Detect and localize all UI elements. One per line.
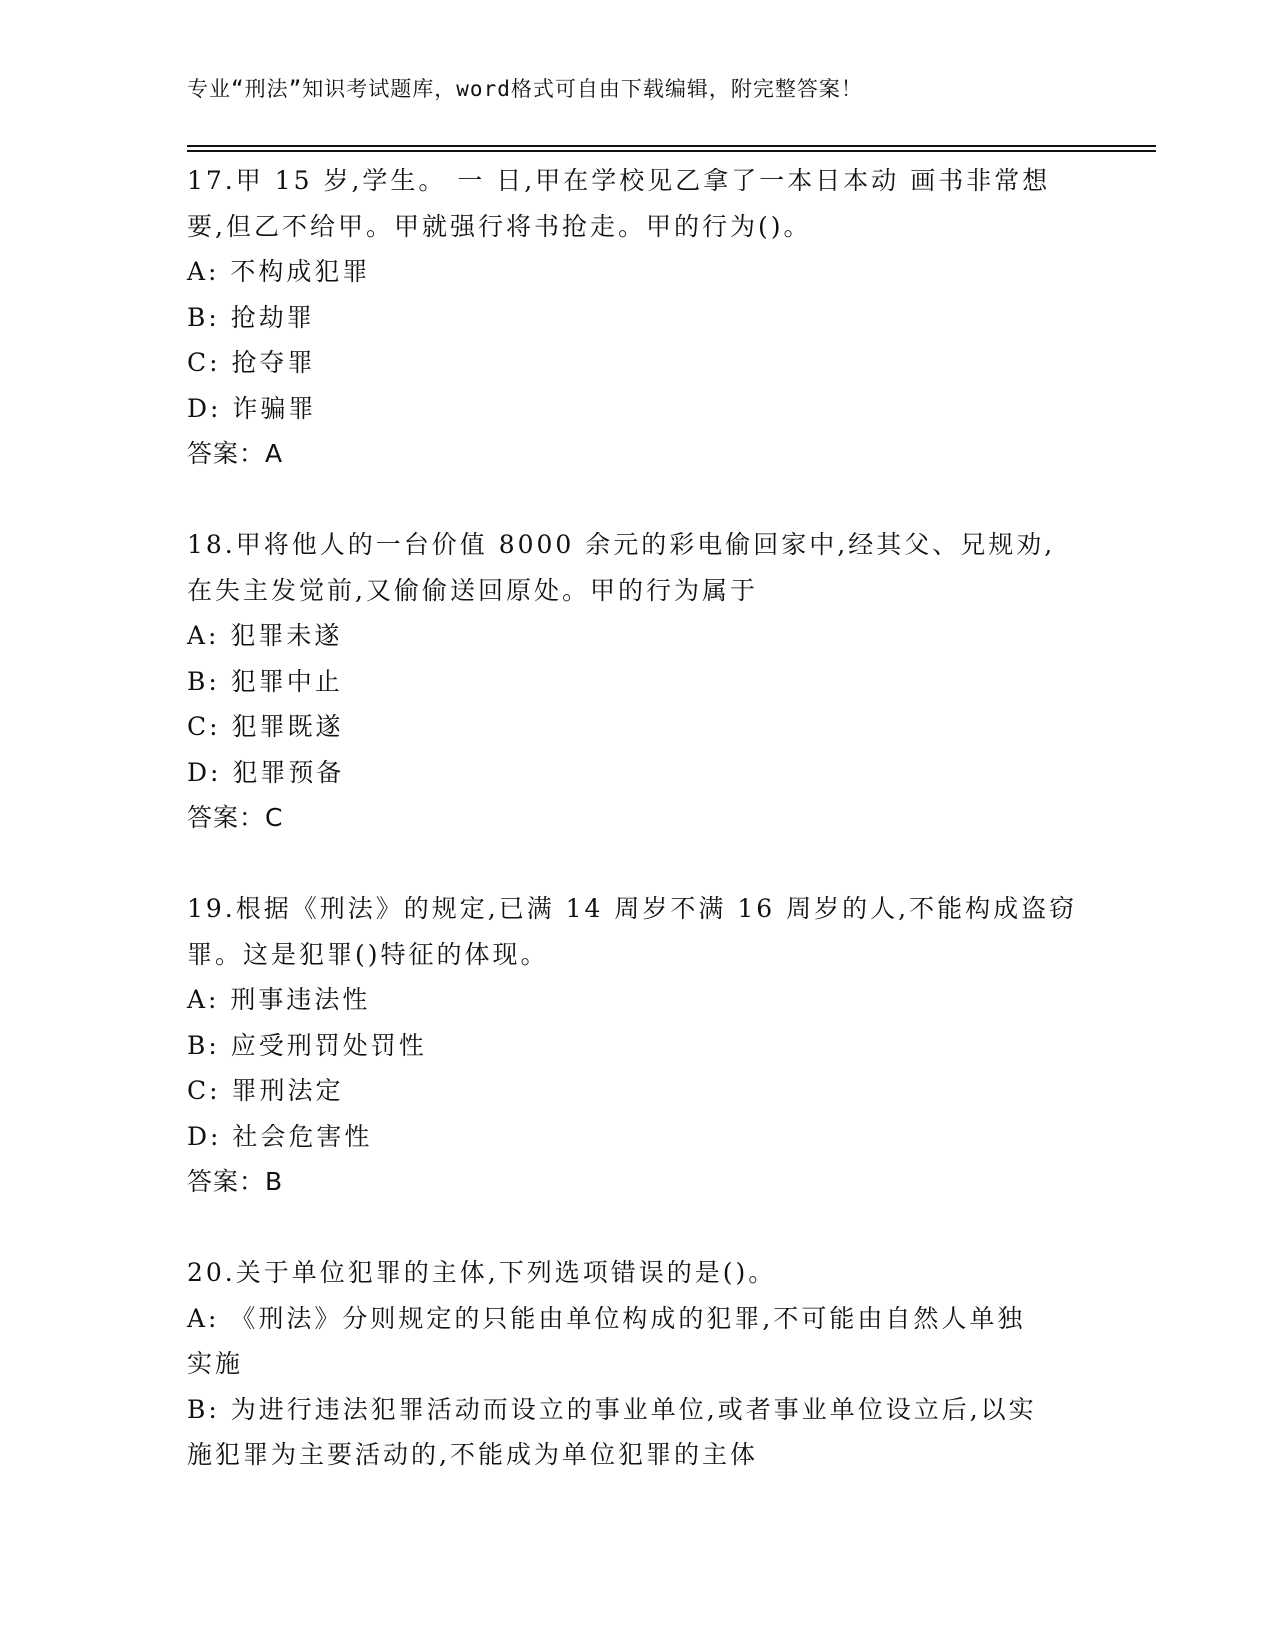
option-a: A: 不构成犯罪 <box>187 257 371 286</box>
option-a: A: 《刑法》分则规定的只能由单位构成的犯罪,不可能由自然人单独 <box>187 1303 1026 1333</box>
question-stem-line: 在失主发觉前,又偷偷送回原处。甲的行为属于 <box>187 575 758 605</box>
option-a: A: 刑事违法性 <box>187 985 371 1014</box>
question-18 <box>187 522 1077 841</box>
question-stem-line: 罪。这是犯罪()特征的体现。 <box>187 939 549 969</box>
answer-line: 答案：B <box>187 1167 284 1196</box>
option-b: B: 为进行违法犯罪活动而设立的事业单位,或者事业单位设立后,以实 <box>187 1394 1037 1424</box>
question-spacer <box>187 477 1077 523</box>
option-d: D: 犯罪预备 <box>187 757 345 787</box>
option-b: B: 应受刑罚处罚性 <box>187 1030 427 1060</box>
question-stem-line: 18.甲将他人的一台价值 8000 余元的彩电偷回家中,经其父、兄规劝, <box>187 530 1056 559</box>
option-a: A: 犯罪未遂 <box>187 621 343 650</box>
header-rule-top <box>187 145 1156 147</box>
question-spacer <box>187 841 1077 887</box>
option-b-continued: 施犯罪为主要活动的,不能成为单位犯罪的主体 <box>187 1440 758 1469</box>
question-19 <box>187 886 1077 1205</box>
question-list <box>187 158 1077 1478</box>
question-stem-line: 20.关于单位犯罪的主体,下列选项错误的是()。 <box>187 1258 777 1287</box>
question-spacer <box>187 1205 1077 1251</box>
option-b: B: 抢劫罪 <box>187 302 315 332</box>
option-c: C: 罪刑法定 <box>187 1076 344 1105</box>
option-c: C: 抢夺罪 <box>187 348 316 377</box>
option-d: D: 诈骗罪 <box>187 393 317 423</box>
question-17 <box>187 158 1077 477</box>
question-stem-line: 要,但乙不给甲。甲就强行将书抢走。甲的行为()。 <box>187 211 812 241</box>
page-header: 专业“刑法”知识考试题库，word格式可自由下载编辑，附完整答案！ <box>187 77 863 101</box>
question-20 <box>187 1250 1077 1478</box>
option-d: D: 社会危害性 <box>187 1121 373 1151</box>
answer-line: 答案：C <box>187 803 284 832</box>
question-stem-line: 19.根据《刑法》的规定,已满 14 周岁不满 16 周岁的人,不能构成盗窃 <box>187 894 1078 923</box>
option-c: C: 犯罪既遂 <box>187 712 344 741</box>
option-b: B: 犯罪中止 <box>187 666 343 696</box>
question-stem-line: 17.甲 15 岁,学生。 一 日,甲在学校见乙拿了一本日本动 画书非常想 <box>187 166 1051 195</box>
header-rule-bottom <box>187 150 1156 152</box>
option-a-continued: 实施 <box>187 1349 244 1378</box>
answer-line: 答案：A <box>187 439 284 468</box>
